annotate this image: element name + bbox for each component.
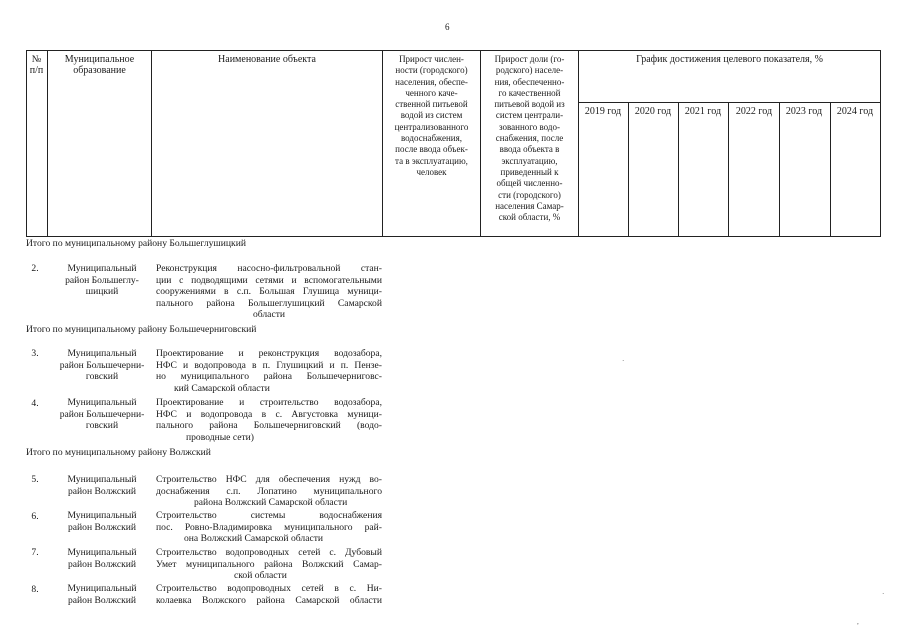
year-2021: 2021 год [684, 106, 722, 117]
obj-line: кий Самарской области [174, 382, 270, 394]
header-line: приведенный к [500, 166, 559, 177]
obj-line: Проектирование и реконструкция водозабора, [156, 348, 382, 359]
obj-line: пального района Большечерниговский (водо- [156, 420, 382, 432]
header-num-line: п/п [29, 65, 44, 77]
header-line: ченного каче- [405, 87, 458, 98]
mun-line: Муниципальный [67, 348, 137, 359]
obj-line: области [252, 309, 286, 321]
row-number: 5. [31, 474, 39, 485]
header-line: водоснабжения, [400, 133, 462, 144]
header-line: го качественной [498, 87, 561, 98]
header-line: ния, обеспеченно- [494, 76, 565, 87]
header-line: централизованного [394, 121, 469, 132]
col-rule [880, 50, 881, 237]
mun-line: Муниципальный [67, 583, 137, 594]
header-line: Прирост числен- [399, 54, 464, 64]
mun-line: район Большечерни- [59, 359, 145, 371]
row-number: 6. [31, 511, 39, 522]
row-object [156, 348, 382, 394]
row-municipality [56, 263, 148, 298]
years-rule [578, 102, 881, 103]
header-line: эксплуатацию, [501, 155, 558, 166]
row-municipality [56, 348, 148, 383]
header-line: общей численно- [496, 178, 563, 189]
mun-line: район Волжский [67, 594, 137, 606]
col-rule [628, 102, 629, 237]
mun-line: район Волжский [67, 485, 137, 497]
col-rule [728, 102, 729, 237]
year-2020: 2020 год [634, 106, 672, 117]
header-line: ской области, % [498, 212, 561, 223]
year-2019: 2019 год [584, 106, 622, 117]
header-line: водой из систем [400, 110, 463, 121]
header-municipality-line: Муниципальное [64, 54, 135, 65]
header-line: систем централи- [495, 110, 564, 121]
scan-speck: · [882, 590, 885, 598]
obj-line: Умет муниципального района Волжский Самар- [156, 558, 382, 570]
header-schedule: График достижения целевого показателя, % [636, 54, 823, 65]
obj-line: Строительство водопроводных сетей в с. Ни- [156, 583, 382, 594]
header-line: зованного водо- [499, 121, 560, 132]
mun-line: район Волжский [67, 521, 137, 533]
col-rule [779, 102, 780, 237]
mun-line: шицкий [85, 286, 119, 298]
obj-line: Проектирование и строительство водозабора, [156, 397, 382, 408]
mun-line: Муниципальный [67, 510, 137, 521]
row-municipality [56, 510, 148, 533]
header-population-growth [383, 54, 480, 178]
obj-line: доснабжения с.п. Лопатино муниципального [156, 485, 382, 497]
col-rule [678, 102, 679, 237]
header-line: сти (городского) [498, 189, 561, 200]
header-object: Наименование объекта [218, 54, 316, 65]
header-line: питьевой водой из [494, 99, 565, 110]
obj-line: проводные сети) [186, 431, 254, 443]
mun-line: район Большеглу- [65, 274, 139, 286]
header-line: ственной питьевой [395, 99, 468, 110]
col-rule [26, 50, 27, 237]
year-2023: 2023 год [785, 106, 823, 117]
row-number: 4. [31, 398, 39, 409]
row-municipality [56, 583, 148, 606]
header-line: та в эксплуатацию, [395, 155, 468, 166]
row-number: 3. [31, 348, 39, 359]
header-share-growth [481, 54, 578, 223]
row-municipality [56, 547, 148, 570]
header-line: родского) населе- [495, 65, 564, 76]
obj-line: НФС и водопровода в п. Глушицкий и п. Пензе- [156, 359, 382, 371]
header-line: населения, обеспе- [395, 76, 468, 87]
obj-line: пального района Большеглушицкий Самарской [156, 297, 382, 309]
obj-line: Строительство системы водоснабжения [156, 510, 382, 521]
obj-line: она Волжский Самарской области [184, 533, 324, 545]
col-rule [830, 102, 831, 237]
obj-line: НФС и водопровода в с. Августовка муници- [156, 408, 382, 420]
obj-line: ской области [234, 570, 287, 582]
subtotal-bolshechernigovsky: Итого по муниципальному району Большечерниговский [26, 324, 257, 335]
header-line: ввода объекта в [499, 144, 560, 155]
table-top-rule [26, 50, 881, 51]
obj-line: ции с подводящими сетями и вспомогательными [156, 274, 382, 286]
header-line: населения Самар- [495, 200, 564, 211]
header-line: снабжения, после [495, 133, 564, 144]
row-object [156, 263, 382, 321]
row-number: 7. [31, 547, 39, 558]
year-2024: 2024 год [836, 106, 874, 117]
table-bottom-rule [26, 236, 881, 237]
obj-line: колаевка Волжского района Самарской области [156, 594, 382, 606]
obj-line: Реконструкция насосно-фильтровальной стан- [156, 263, 382, 274]
header-municipality-line: образование [73, 65, 126, 77]
row-number: 8. [31, 584, 39, 595]
mun-line: район Волжский [67, 558, 137, 570]
scan-speck: , [857, 618, 859, 626]
mun-line: говский [85, 371, 119, 383]
obj-line: Строительство НФС для обеспечения нужд во- [156, 474, 382, 485]
mun-line: говский [85, 420, 119, 432]
row-object [156, 397, 382, 443]
subtotal-bolsheglushitsky: Итого по муниципальному району Большеглушицкий [26, 238, 246, 249]
row-object [156, 583, 382, 606]
mun-line: Муниципальный [67, 397, 137, 408]
header-line: Прирост доли (го- [494, 54, 565, 64]
scan-speck: · [622, 357, 625, 365]
subtotal-volzhsky: Итого по муниципальному району Волжский [26, 447, 211, 458]
row-object [156, 474, 382, 509]
row-object [156, 547, 382, 582]
header-line: ности (городского) [395, 65, 468, 76]
col-rule [578, 50, 579, 237]
mun-line: Муниципальный [67, 474, 137, 485]
row-municipality [56, 474, 148, 497]
year-2022: 2022 год [735, 106, 773, 117]
page-number: 6 [445, 22, 450, 32]
obj-line: но муниципального района Большечерниговс- [156, 371, 382, 383]
row-municipality [56, 397, 148, 432]
row-object [156, 510, 382, 545]
header-line: человек [416, 166, 447, 177]
obj-line: сооружениями в с.п. Большая Глушица муници- [156, 286, 382, 298]
row-number: 2. [31, 263, 39, 274]
mun-line: район Большечерни- [59, 408, 145, 420]
col-rule [47, 50, 48, 237]
col-rule [151, 50, 152, 237]
header-num-line: № [31, 54, 42, 65]
header-municipality [48, 54, 151, 77]
obj-line: Строительство водопроводных сетей с. Дубовый [156, 547, 382, 558]
obj-line: пос. Ровно-Владимировка муниципального рай- [156, 521, 382, 533]
header-line: после ввода объек- [395, 144, 468, 155]
obj-line: района Волжский Самарской области [194, 497, 348, 509]
header-num [26, 54, 47, 77]
mun-line: Муниципальный [67, 547, 137, 558]
mun-line: Муниципальный [67, 263, 137, 274]
